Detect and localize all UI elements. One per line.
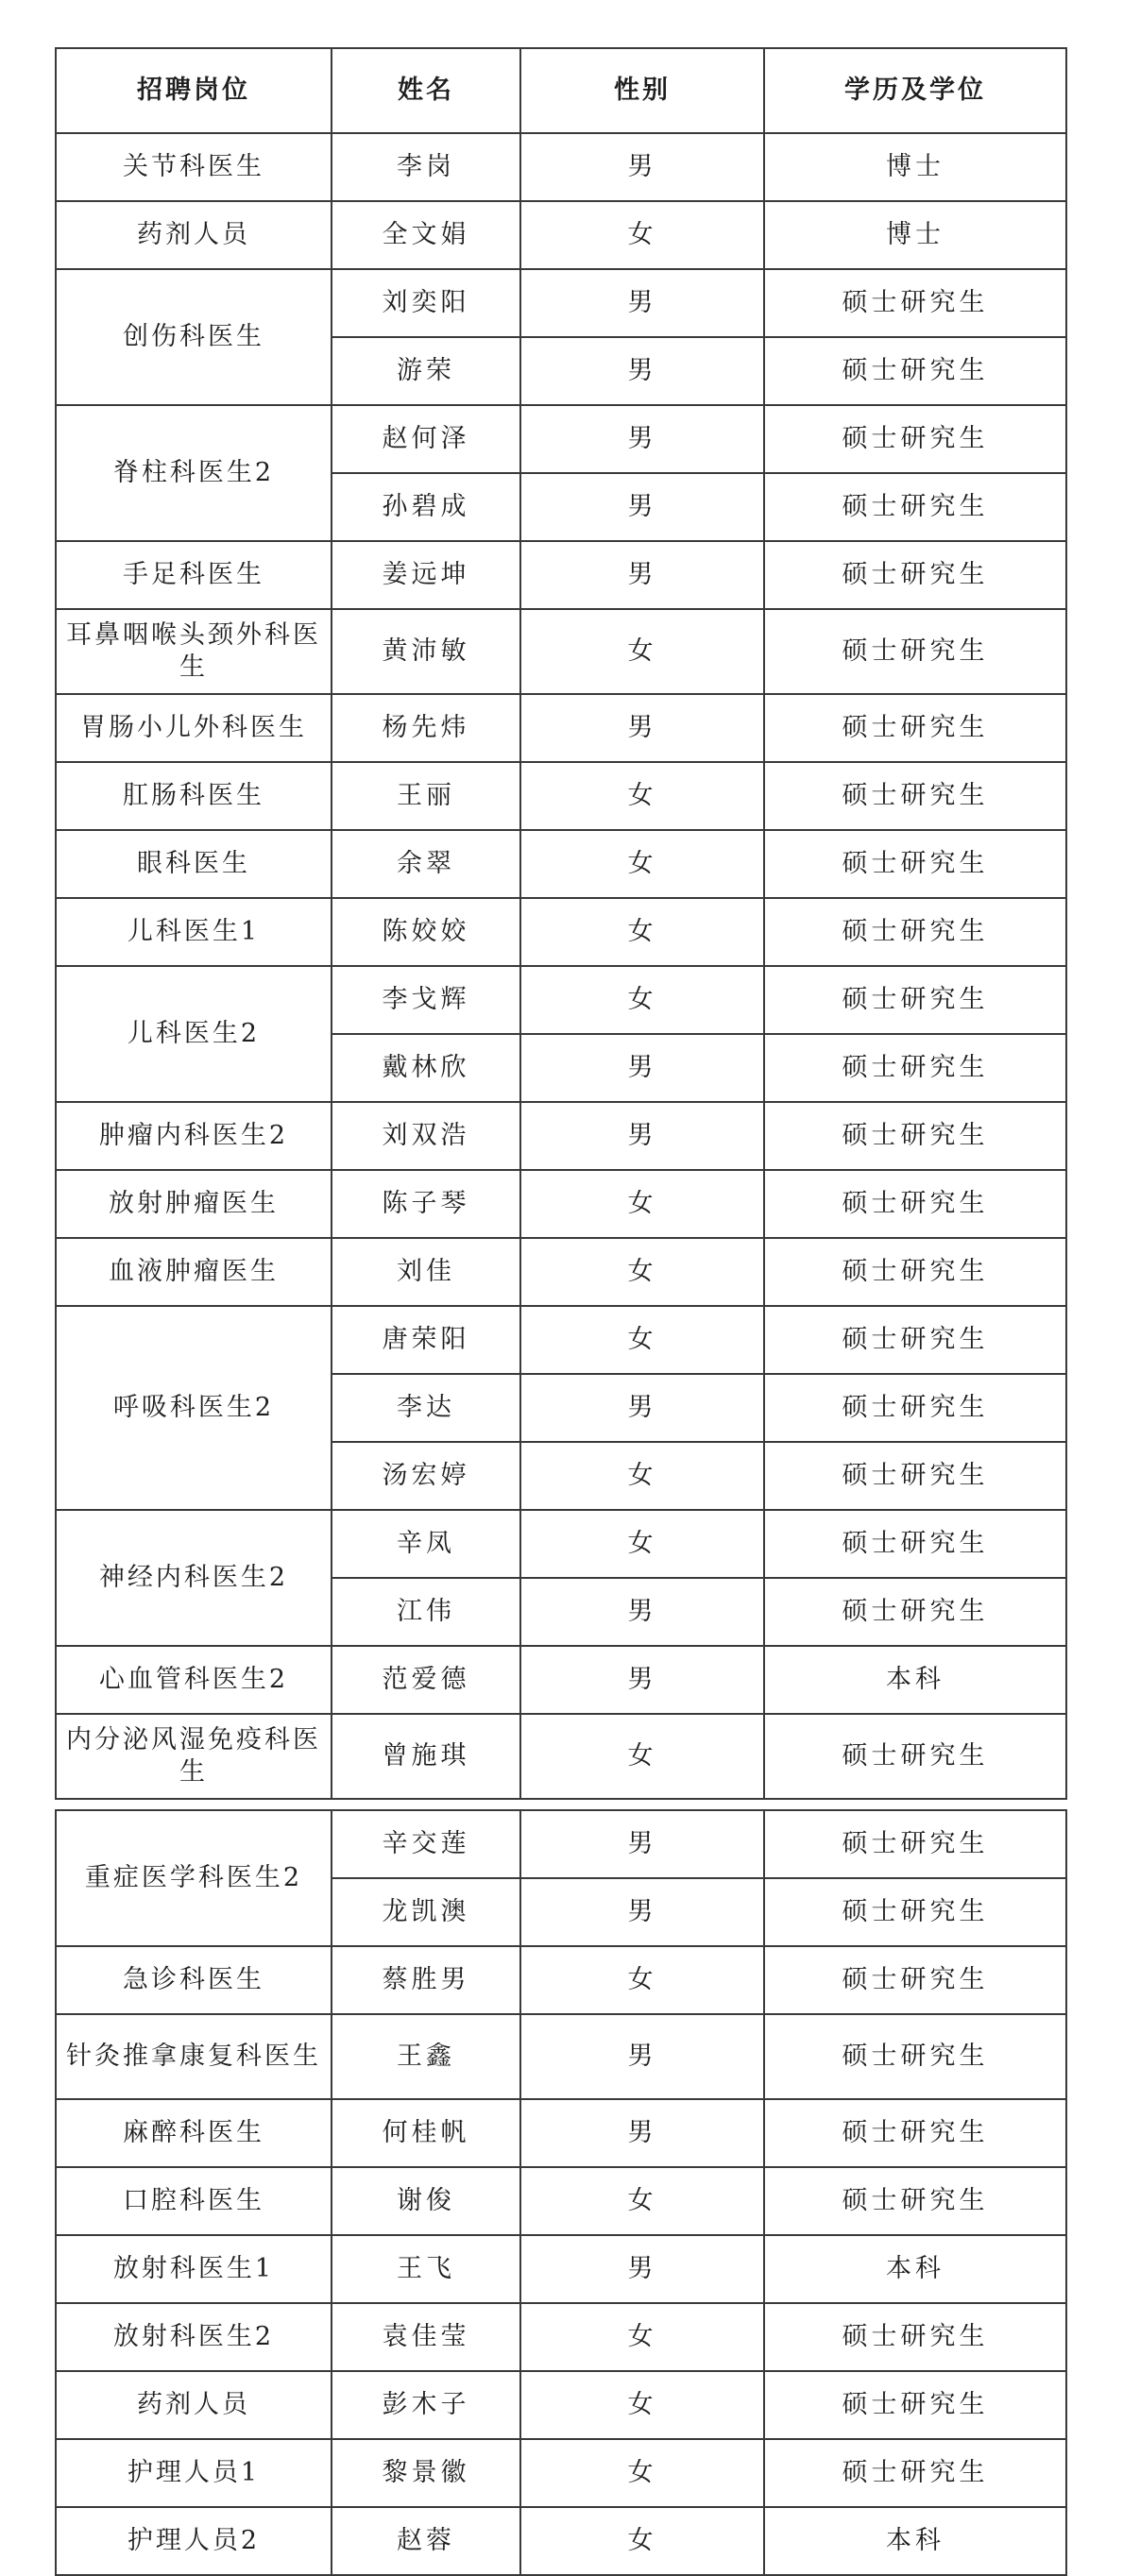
name-cell: 赵何泽 bbox=[332, 405, 520, 473]
degree-cell: 本科 bbox=[764, 1646, 1066, 1714]
gender-cell: 男 bbox=[520, 1034, 764, 1102]
name-cell: 蔡胜男 bbox=[332, 1946, 520, 2014]
position-cell: 儿科医生1 bbox=[56, 898, 332, 966]
table-break bbox=[55, 1800, 1065, 1809]
position-cell: 内分泌风湿免疫科医生 bbox=[56, 1714, 332, 1799]
degree-cell: 硕士研究生 bbox=[764, 541, 1066, 609]
position-cell: 肛肠科医生 bbox=[56, 762, 332, 830]
name-cell: 李岗 bbox=[332, 133, 520, 201]
degree-cell: 硕士研究生 bbox=[764, 1306, 1066, 1374]
name-cell: 辛凤 bbox=[332, 1510, 520, 1578]
table-row bbox=[56, 1714, 1066, 1799]
table-row bbox=[56, 2235, 1066, 2303]
degree-cell: 硕士研究生 bbox=[764, 1878, 1066, 1946]
gender-cell: 男 bbox=[520, 2014, 764, 2099]
position-cell: 护理人员1 bbox=[56, 2439, 332, 2507]
column-header-gender: 性别 bbox=[520, 48, 764, 133]
gender-cell: 女 bbox=[520, 2507, 764, 2575]
roster-body-part-2 bbox=[56, 1810, 1066, 2575]
degree-cell: 硕士研究生 bbox=[764, 609, 1066, 694]
column-header-degree: 学历及学位 bbox=[764, 48, 1066, 133]
position-cell: 药剂人员 bbox=[56, 2371, 332, 2439]
table-row bbox=[56, 2014, 1066, 2099]
table-row bbox=[56, 1810, 1066, 1878]
name-cell: 刘双浩 bbox=[332, 1102, 520, 1170]
table-row bbox=[56, 541, 1066, 609]
degree-cell: 硕士研究生 bbox=[764, 337, 1066, 405]
name-cell: 王飞 bbox=[332, 2235, 520, 2303]
gender-cell: 女 bbox=[520, 1510, 764, 1578]
table-row bbox=[56, 694, 1066, 762]
degree-cell: 本科 bbox=[764, 2507, 1066, 2575]
table-row bbox=[56, 762, 1066, 830]
name-cell: 黎景徽 bbox=[332, 2439, 520, 2507]
degree-cell: 硕士研究生 bbox=[764, 1578, 1066, 1646]
position-cell: 护理人员2 bbox=[56, 2507, 332, 2575]
column-header-name: 姓名 bbox=[332, 48, 520, 133]
gender-cell: 女 bbox=[520, 609, 764, 694]
position-cell: 手足科医生 bbox=[56, 541, 332, 609]
position-cell: 神经内科医生2 bbox=[56, 1510, 332, 1646]
name-cell: 王丽 bbox=[332, 762, 520, 830]
degree-cell: 硕士研究生 bbox=[764, 1442, 1066, 1510]
name-cell: 刘奕阳 bbox=[332, 269, 520, 337]
position-cell: 耳鼻咽喉头颈外科医生 bbox=[56, 609, 332, 694]
gender-cell: 男 bbox=[520, 269, 764, 337]
gender-cell: 男 bbox=[520, 1646, 764, 1714]
name-cell: 刘佳 bbox=[332, 1238, 520, 1306]
table-row bbox=[56, 2439, 1066, 2507]
gender-cell: 女 bbox=[520, 1238, 764, 1306]
gender-cell: 男 bbox=[520, 337, 764, 405]
degree-cell: 硕士研究生 bbox=[764, 966, 1066, 1034]
table-row bbox=[56, 898, 1066, 966]
roster-body-part-1 bbox=[56, 133, 1066, 1799]
gender-cell: 女 bbox=[520, 2371, 764, 2439]
name-cell: 范爱德 bbox=[332, 1646, 520, 1714]
gender-cell: 男 bbox=[520, 1102, 764, 1170]
degree-cell: 硕士研究生 bbox=[764, 269, 1066, 337]
name-cell: 曾施琪 bbox=[332, 1714, 520, 1799]
position-cell: 关节科医生 bbox=[56, 133, 332, 201]
position-cell: 心血管科医生2 bbox=[56, 1646, 332, 1714]
name-cell: 全文娟 bbox=[332, 201, 520, 269]
name-cell: 游荣 bbox=[332, 337, 520, 405]
degree-cell: 硕士研究生 bbox=[764, 694, 1066, 762]
name-cell: 王鑫 bbox=[332, 2014, 520, 2099]
position-cell: 血液肿瘤医生 bbox=[56, 1238, 332, 1306]
name-cell: 戴林欣 bbox=[332, 1034, 520, 1102]
degree-cell: 硕士研究生 bbox=[764, 898, 1066, 966]
name-cell: 余翠 bbox=[332, 830, 520, 898]
gender-cell: 男 bbox=[520, 2235, 764, 2303]
gender-cell: 男 bbox=[520, 405, 764, 473]
table-row bbox=[56, 830, 1066, 898]
position-cell: 口腔科医生 bbox=[56, 2167, 332, 2235]
name-cell: 陈姣姣 bbox=[332, 898, 520, 966]
table-row bbox=[56, 1510, 1066, 1578]
degree-cell: 硕士研究生 bbox=[764, 1102, 1066, 1170]
name-cell: 孙碧成 bbox=[332, 473, 520, 541]
gender-cell: 女 bbox=[520, 1442, 764, 1510]
name-cell: 唐荣阳 bbox=[332, 1306, 520, 1374]
table-row bbox=[56, 1102, 1066, 1170]
gender-cell: 女 bbox=[520, 2439, 764, 2507]
position-cell: 药剂人员 bbox=[56, 201, 332, 269]
gender-cell: 男 bbox=[520, 1878, 764, 1946]
table-row bbox=[56, 2303, 1066, 2371]
gender-cell: 女 bbox=[520, 830, 764, 898]
name-cell: 龙凯澳 bbox=[332, 1878, 520, 1946]
gender-cell: 男 bbox=[520, 2099, 764, 2167]
table-row bbox=[56, 609, 1066, 694]
position-cell: 儿科医生2 bbox=[56, 966, 332, 1102]
table-row bbox=[56, 133, 1066, 201]
name-cell: 袁佳莹 bbox=[332, 2303, 520, 2371]
degree-cell: 博士 bbox=[764, 133, 1066, 201]
position-cell: 重症医学科医生2 bbox=[56, 1810, 332, 1946]
position-cell: 肿瘤内科医生2 bbox=[56, 1102, 332, 1170]
table-row bbox=[56, 1306, 1066, 1374]
recruitment-roster bbox=[55, 47, 1065, 2576]
table-row bbox=[56, 201, 1066, 269]
gender-cell: 女 bbox=[520, 1946, 764, 2014]
degree-cell: 硕士研究生 bbox=[764, 2439, 1066, 2507]
name-cell: 李达 bbox=[332, 1374, 520, 1442]
gender-cell: 男 bbox=[520, 133, 764, 201]
table-row bbox=[56, 1946, 1066, 2014]
roster-table-top bbox=[55, 47, 1067, 1800]
degree-cell: 硕士研究生 bbox=[764, 1510, 1066, 1578]
name-cell: 汤宏婷 bbox=[332, 1442, 520, 1510]
name-cell: 彭木子 bbox=[332, 2371, 520, 2439]
name-cell: 江伟 bbox=[332, 1578, 520, 1646]
gender-cell: 男 bbox=[520, 694, 764, 762]
gender-cell: 女 bbox=[520, 1306, 764, 1374]
position-cell: 放射肿瘤医生 bbox=[56, 1170, 332, 1238]
table-row bbox=[56, 405, 1066, 473]
position-cell: 放射科医生1 bbox=[56, 2235, 332, 2303]
degree-cell: 硕士研究生 bbox=[764, 1810, 1066, 1878]
name-cell: 姜远坤 bbox=[332, 541, 520, 609]
table-row bbox=[56, 1170, 1066, 1238]
name-cell: 陈子琴 bbox=[332, 1170, 520, 1238]
degree-cell: 硕士研究生 bbox=[764, 1238, 1066, 1306]
table-row bbox=[56, 966, 1066, 1034]
position-cell: 麻醉科医生 bbox=[56, 2099, 332, 2167]
degree-cell: 博士 bbox=[764, 201, 1066, 269]
name-cell: 黄沛敏 bbox=[332, 609, 520, 694]
position-cell: 急诊科医生 bbox=[56, 1946, 332, 2014]
name-cell: 谢俊 bbox=[332, 2167, 520, 2235]
position-cell: 胃肠小儿外科医生 bbox=[56, 694, 332, 762]
gender-cell: 女 bbox=[520, 1170, 764, 1238]
table-row bbox=[56, 1646, 1066, 1714]
gender-cell: 男 bbox=[520, 541, 764, 609]
table-row bbox=[56, 2167, 1066, 2235]
position-cell: 脊柱科医生2 bbox=[56, 405, 332, 541]
degree-cell: 硕士研究生 bbox=[764, 762, 1066, 830]
degree-cell: 硕士研究生 bbox=[764, 2167, 1066, 2235]
name-cell: 杨先炜 bbox=[332, 694, 520, 762]
degree-cell: 硕士研究生 bbox=[764, 1034, 1066, 1102]
column-header-position: 招聘岗位 bbox=[56, 48, 332, 133]
gender-cell: 女 bbox=[520, 201, 764, 269]
position-cell: 眼科医生 bbox=[56, 830, 332, 898]
degree-cell: 本科 bbox=[764, 2235, 1066, 2303]
degree-cell: 硕士研究生 bbox=[764, 2303, 1066, 2371]
name-cell: 李戈辉 bbox=[332, 966, 520, 1034]
position-cell: 创伤科医生 bbox=[56, 269, 332, 405]
header-row bbox=[56, 48, 1066, 133]
degree-cell: 硕士研究生 bbox=[764, 2099, 1066, 2167]
table-row bbox=[56, 2099, 1066, 2167]
degree-cell: 硕士研究生 bbox=[764, 2014, 1066, 2099]
name-cell: 辛交莲 bbox=[332, 1810, 520, 1878]
name-cell: 何桂帆 bbox=[332, 2099, 520, 2167]
degree-cell: 硕士研究生 bbox=[764, 405, 1066, 473]
gender-cell: 女 bbox=[520, 2303, 764, 2371]
table-row bbox=[56, 1238, 1066, 1306]
degree-cell: 硕士研究生 bbox=[764, 1374, 1066, 1442]
gender-cell: 男 bbox=[520, 473, 764, 541]
table-row bbox=[56, 269, 1066, 337]
roster-table-bottom bbox=[55, 1809, 1067, 2576]
gender-cell: 女 bbox=[520, 898, 764, 966]
gender-cell: 女 bbox=[520, 762, 764, 830]
gender-cell: 女 bbox=[520, 1714, 764, 1799]
degree-cell: 硕士研究生 bbox=[764, 830, 1066, 898]
gender-cell: 女 bbox=[520, 966, 764, 1034]
gender-cell: 男 bbox=[520, 1578, 764, 1646]
gender-cell: 男 bbox=[520, 1374, 764, 1442]
position-cell: 呼吸科医生2 bbox=[56, 1306, 332, 1510]
position-cell: 放射科医生2 bbox=[56, 2303, 332, 2371]
degree-cell: 硕士研究生 bbox=[764, 1714, 1066, 1799]
table-row bbox=[56, 2371, 1066, 2439]
gender-cell: 男 bbox=[520, 1810, 764, 1878]
degree-cell: 硕士研究生 bbox=[764, 1170, 1066, 1238]
gender-cell: 女 bbox=[520, 2167, 764, 2235]
degree-cell: 硕士研究生 bbox=[764, 1946, 1066, 2014]
name-cell: 赵蓉 bbox=[332, 2507, 520, 2575]
degree-cell: 硕士研究生 bbox=[764, 2371, 1066, 2439]
table-row bbox=[56, 2507, 1066, 2575]
position-cell: 针灸推拿康复科医生 bbox=[56, 2014, 332, 2099]
degree-cell: 硕士研究生 bbox=[764, 473, 1066, 541]
